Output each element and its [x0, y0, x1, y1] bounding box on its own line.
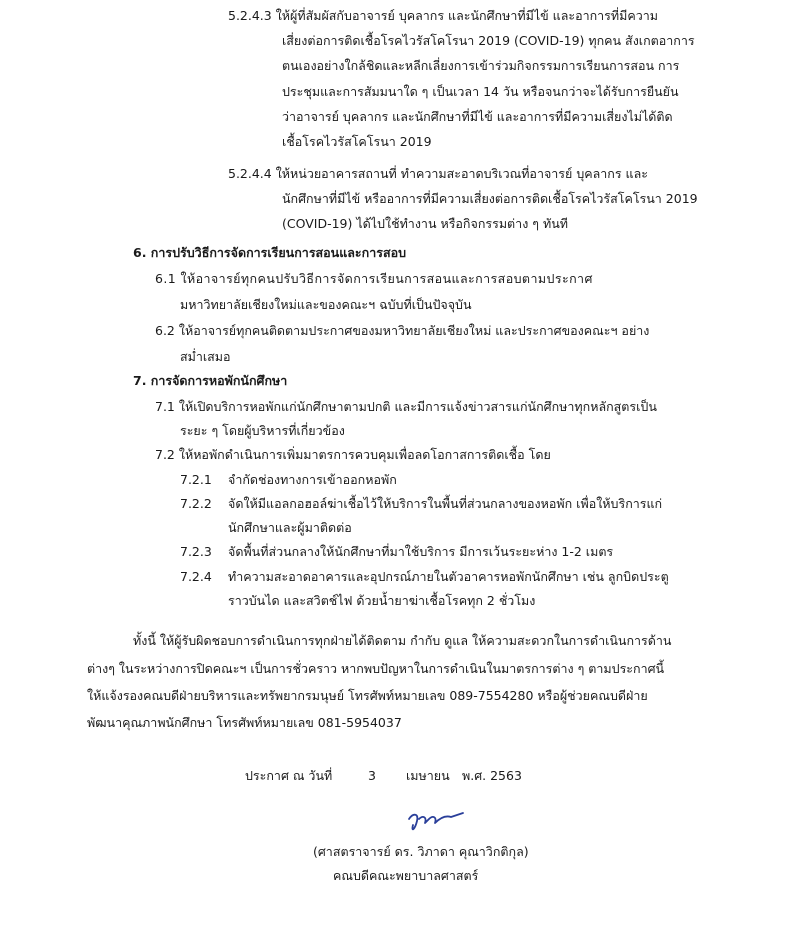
para-5-2-4-3-line-4: ประชุมและการสัมมนาใด ๆ เป็นเวลา 14 วัน หรือจนกว่าจะได้รับการยืนยัน: [282, 84, 679, 99]
item-7-1-line-1: 7.1 ให้เปิดบริการหอพักแก่นักศึกษาตามปกติ และมีการแจ้งข่าวสารแก่นักศึกษาทุกหลักสูตรเป็น: [155, 399, 657, 414]
signer-title: คณบดีคณะพยาบาลศาสตร์: [333, 868, 479, 883]
closing-line-1: ทั้งนี้ ให้ผู้รับผิดชอบการดำเนินการทุกฝ่ายได้ติดตาม กำกับ ดูแล ให้ความสะดวกในการดำเนินการด้าน: [133, 633, 672, 648]
item-6-1-line-1: 6.1 ให้อาจารย์ทุกคนปรับวิธีการจัดการเรียนการสอนและการสอบตามประกาศ: [155, 271, 593, 286]
signature-icon: [405, 805, 475, 835]
para-5-2-4-4-line-3: (COVID-19) ได้ไปใช้ทำงาน หรือกิจกรรมต่าง ๆ ทันที: [282, 216, 568, 231]
closing-line-2: ต่างๆ ในระหว่างการปิดคณะฯ เป็นการชั่วคราว หากพบปัญหาในการดำเนินในมาตรการต่าง ๆ ตามประกาศนี้: [87, 661, 665, 676]
date-year: พ.ศ. 2563: [462, 768, 522, 783]
para-5-2-4-3-line-3: ตนเองอย่างใกล้ชิดและหลีกเลี่ยงการเข้าร่วมกิจกรรมการเรียนการสอน การ: [282, 58, 680, 73]
sub-7-2-4-line-1: ทำความสะอาดอาคารและอุปกรณ์ภายในตัวอาคารหอพักนักศึกษา เช่น ลูกบิดประตู: [228, 569, 669, 584]
item-7-1-line-2: ระยะ ๆ โดยผู้บริหารที่เกี่ยวข้อง: [180, 423, 345, 438]
closing-line-3: ให้แจ้งรองคณบดีฝ่ายบริหารและทรัพยากรมนุษย์ โทรศัพท์หมายเลข 089-7554280 หรือผู้ช่วยคณบดีฝ่าย: [87, 688, 648, 703]
sub-7-2-4-line-2: ราวบันได และสวิตช์ไฟ ด้วยน้ำยาฆ่าเชื้อโรคทุก 2 ชั่วโมง: [228, 593, 536, 608]
sub-7-2-2-line-1: จัดให้มีแอลกอฮอล์ฆ่าเชื้อไว้ให้บริการในพื้นที่ส่วนกลางของหอพัก เพื่อให้บริการแก่: [228, 496, 663, 511]
para-5-2-4-3-line-2: เสี่ยงต่อการติดเชื้อโรคไวรัสโคโรนา 2019 (COVID-19) ทุกคน สังเกตอาการ: [282, 33, 695, 48]
item-6-2-line-2: สม่ำเสมอ: [180, 349, 231, 364]
para-5-2-4-3-line-5: ว่าอาจารย์ บุคลากร และนักศึกษาที่มีไข้ และอาการที่มีความเสี่ยงไม่ได้ติด: [282, 109, 673, 124]
item-6-1-line-2: มหาวิทยาลัยเชียงใหม่และของคณะฯ ฉบับที่เป็นปัจจุบัน: [180, 297, 472, 312]
sub-7-2-2-number: 7.2.2: [180, 496, 212, 511]
sub-7-2-3-number: 7.2.3: [180, 544, 212, 559]
item-6-2-line-1: 6.2 ให้อาจารย์ทุกคนติดตามประกาศของมหาวิทยาลัยเชียงใหม่ และประกาศของคณะฯ อย่าง: [155, 323, 650, 338]
sub-7-2-1-line-1: จำกัดช่องทางการเข้าออกหอพัก: [228, 472, 397, 487]
closing-line-4: พัฒนาคุณภาพนักศึกษา โทรศัพท์หมายเลข 081-5954037: [87, 715, 402, 730]
item-7-2: 7.2 ให้หอพักดำเนินการเพิ่มมาตรการควบคุมเพื่อลดโอกาสการติดเชื้อ โดย: [155, 447, 551, 462]
sub-7-2-4-number: 7.2.4: [180, 569, 212, 584]
date-label: ประกาศ ณ วันที่: [245, 768, 333, 783]
date-day: 3: [368, 768, 376, 783]
sub-7-2-1-number: 7.2.1: [180, 472, 212, 487]
para-5-2-4-4-line-2: นักศึกษาที่มีไข้ หรืออาการที่มีความเสี่ยงต่อการติดเชื้อโรคไวรัสโคโรนา 2019: [282, 191, 698, 206]
para-5-2-4-3-line-1: 5.2.4.3 ให้ผู้ที่สัมผัสกับอาจารย์ บุคลากร และนักศึกษาที่มีไข้ และอาการที่มีความ: [228, 8, 659, 23]
sub-7-2-2-line-2: นักศึกษาและผู้มาติดต่อ: [228, 520, 352, 535]
section-7-heading: 7. การจัดการหอพักนักศึกษา: [133, 373, 288, 388]
date-month: เมษายน: [406, 768, 450, 783]
section-6-heading: 6. การปรับวิธีการจัดการเรียนการสอนและการสอบ: [133, 245, 407, 260]
sub-7-2-3-line-1: จัดพื้นที่ส่วนกลางให้นักศึกษาที่มาใช้บริการ มีการเว้นระยะห่าง 1-2 เมตร: [228, 544, 614, 559]
para-5-2-4-4-line-1: 5.2.4.4 ให้หน่วยอาคารสถานที่ ทำความสะอาดบริเวณที่อาจารย์ บุคลากร และ: [228, 166, 648, 181]
signer-name: (ศาสตราจารย์ ดร. วิภาดา คุณาวิกติกุล): [313, 844, 529, 859]
para-5-2-4-3-line-6: เชื้อโรคไวรัสโคโรนา 2019: [282, 134, 432, 149]
